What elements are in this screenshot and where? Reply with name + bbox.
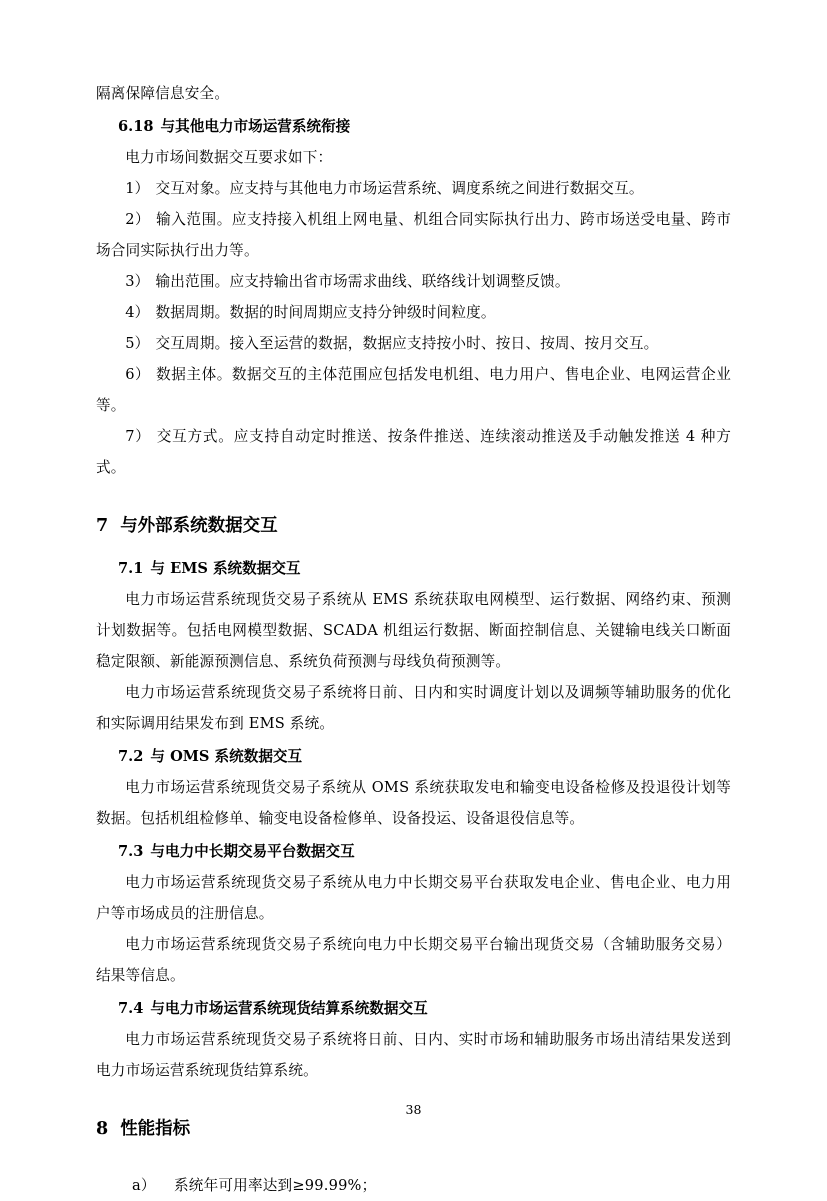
heading-7-4-number: 7.4 (118, 1000, 144, 1017)
paragraph: 电力市场运营系统现货交易子系统将日前、日内和实时调度计划以及调频等辅助服务的优化和实际调用结果发布到 EMS 系统。 (96, 684, 731, 732)
list-marker: 6） (125, 366, 151, 383)
paragraph: 电力市场运营系统现货交易子系统从电力中长期交易平台获取发电企业、售电企业、电力用户等市场成员的注册信息。 (96, 874, 731, 922)
heading-7-4 (96, 993, 731, 1024)
heading-7-1-number: 7.1 (118, 560, 144, 577)
heading-7-3-title: 与电力中长期交易平台数据交互 (150, 843, 355, 860)
heading-7-1-title: 与 EMS 系统数据交互 (150, 560, 301, 577)
heading-7-2-number: 7.2 (118, 748, 144, 765)
continued-paragraph: 隔离保障信息安全。 (96, 85, 230, 102)
heading-7-2-title: 与 OMS 系统数据交互 (150, 748, 303, 765)
heading-7-title: 与外部系统数据交互 (120, 516, 278, 536)
list-marker: 1） (125, 180, 150, 197)
list-item (96, 359, 731, 421)
paragraph: 电力市场运营系统现货交易子系统从 OMS 系统获取发电和输变电设备检修及投退役计划等数据。包括机组检修单、输变电设备检修单、设备投运、设备退役信息等。 (96, 779, 731, 827)
list-item (96, 297, 731, 328)
list-item (96, 204, 731, 266)
heading-7-3 (96, 836, 731, 867)
list-text: 交互方式。应支持自动定时推送、按条件推送、连续滚动推送及手动触发推送 4 种方式。 (96, 428, 731, 476)
heading-8 (96, 1112, 731, 1146)
list-text: 数据主体。数据交互的主体范围应包括发电机组、电力用户、售电企业、电网运营企业等。 (96, 366, 731, 414)
list-marker: 4） (125, 304, 150, 321)
heading-7-4-title: 与电力市场运营系统现货结算系统数据交互 (150, 1000, 428, 1017)
heading-7 (96, 509, 731, 543)
heading-8-title: 性能指标 (120, 1119, 191, 1139)
list-item (96, 328, 731, 359)
page-number: 38 (405, 1102, 422, 1117)
list-marker: 5） (125, 335, 150, 352)
list-text: 交互对象。应支持与其他电力市场运营系统、调度系统之间进行数据交互。 (155, 180, 644, 197)
list-marker: 2） (125, 211, 151, 228)
list-text: 交互周期。接入至运营的数据，数据应支持按小时、按日、按周、按月交互。 (155, 335, 659, 352)
heading-6-18-number: 6.18 (118, 118, 154, 135)
list-text: 输出范围。应支持输出省市场需求曲线、联络线计划调整反馈。 (155, 273, 570, 290)
heading-6-18 (96, 111, 731, 142)
list-item (96, 1170, 731, 1201)
list-marker: 7） (125, 428, 151, 445)
list-item (96, 173, 731, 204)
list-item (96, 266, 731, 297)
heading-7-1 (96, 553, 731, 584)
heading-8-number: 8 (96, 1119, 109, 1139)
list-marker: 3） (125, 273, 150, 290)
paragraph: 电力市场运营系统现货交易子系统将日前、日内、实时市场和辅助服务市场出清结果发送到电力市场运营系统现货结算系统。 (96, 1031, 731, 1079)
paragraph: 电力市场运营系统现货交易子系统向电力中长期交易平台输出现货交易（含辅助服务交易）结果等信息。 (96, 936, 731, 984)
list-text: 数据周期。数据的时间周期应支持分钟级时间粒度。 (155, 304, 496, 321)
section-6-18-intro: 电力市场间数据交互要求如下： (125, 149, 333, 166)
heading-7-number: 7 (96, 516, 109, 536)
heading-7-3-number: 7.3 (118, 843, 144, 860)
spacer (96, 1156, 731, 1170)
heading-7-2 (96, 741, 731, 772)
heading-6-18-title: 与其他电力市场运营系统衔接 (160, 118, 351, 135)
list-text: 系统年可用率达到≥99.99%； (174, 1177, 377, 1194)
list-text: 输入范围。应支持接入机组上网电量、机组合同实际执行出力、跨市场送受电量、跨市场合同实际执行出力等。 (96, 211, 731, 259)
list-marker: a） (132, 1177, 156, 1194)
paragraph: 电力市场运营系统现货交易子系统从 EMS 系统获取电网模型、运行数据、网络约束、预测计划数据等。包括电网模型数据、SCADA 机组运行数据、断面控制信息、关键输电线关口断面稳定限额、新能源预测信息、系统负荷预测与母线负荷预测等。 (96, 591, 731, 670)
list-item (96, 421, 731, 483)
